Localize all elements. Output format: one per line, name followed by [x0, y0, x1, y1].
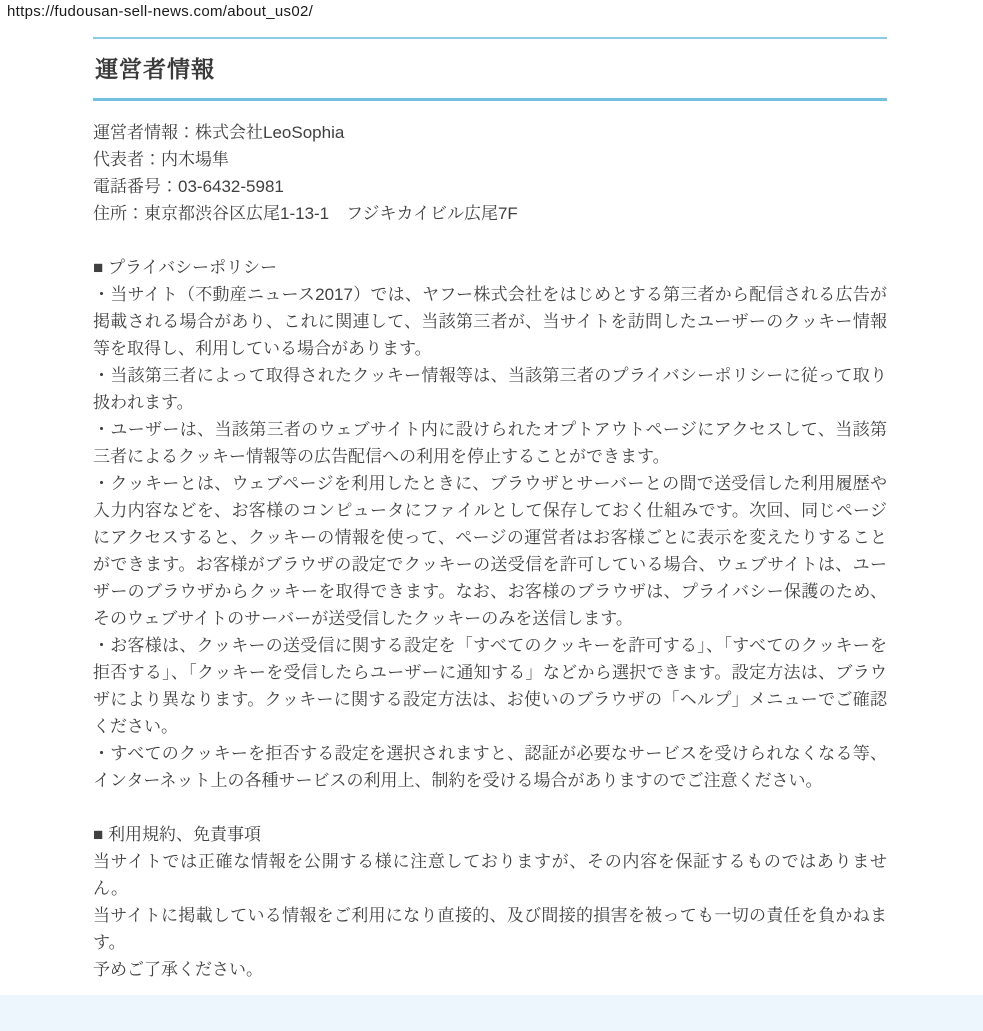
- privacy-policy-item: ・当サイト（不動産ニュース2017）では、ヤフー株式会社をはじめとする第三者から配信される広告が掲載される場合があり、これに関連して、当該第三者が、当サイトを訪問したユーザーのクッキー情報等を取得し、利用している場合があります。: [93, 285, 887, 358]
- privacy-policy-item: ・当該第三者によって取得されたクッキー情報等は、当該第三者のプライバシーポリシーに従って取り扱われます。: [93, 366, 887, 412]
- operator-info-line: 運営者情報：株式会社LeoSophia: [93, 123, 345, 142]
- operator-info-section: [93, 119, 887, 227]
- terms-line: 予めご了承ください。: [93, 960, 263, 979]
- privacy-policy-section: [93, 254, 887, 794]
- operator-info-line: 住所：東京都渋谷区広尾1-13-1 フジキカイビル広尾7F: [93, 204, 518, 223]
- section-spacer: [93, 227, 887, 254]
- terms-line: 当サイトに掲載している情報をご利用になり直接的、及び間接的損害を被っても一切の責任を負かねます。: [93, 906, 887, 952]
- privacy-policy-item: ・お客様は、クッキーの送受信に関する設定を「すべてのクッキーを許可する」、「すべてのクッキーを拒否する」、「クッキーを受信したらユーザーに通知する」などから選択できます。設定方法は、ブラウザにより異なります。クッキーに関する設定方法は、お使いのブラウザの「ヘルプ」メニューでご確認ください。: [93, 636, 887, 736]
- footer-band: [0, 995, 983, 1031]
- privacy-policy-item: ・ユーザーは、当該第三者のウェブサイト内に設けられたオプトアウトページにアクセスして、当該第三者によるクッキー情報等の広告配信への利用を停止することができます。: [93, 420, 887, 466]
- page-body: [93, 119, 887, 983]
- title-underline-rule: [93, 98, 887, 101]
- main-content: [93, 37, 887, 983]
- page-title: 運営者情報: [95, 56, 215, 82]
- section-spacer: [93, 794, 887, 821]
- page-url: https://fudousan-sell-news.com/about_us02/: [7, 3, 314, 20]
- operator-info-line: 代表者：内木場隼: [93, 150, 229, 169]
- terms-heading: ■ 利用規約、免責事項: [93, 825, 261, 844]
- privacy-policy-item: ・すべてのクッキーを拒否する設定を選択されますと、認証が必要なサービスを受けられなくなる等、インターネット上の各種サービスの利用上、制約を受ける場合がありますのでご注意ください。: [93, 744, 887, 790]
- operator-info-line: 電話番号：03-6432-5981: [93, 177, 284, 196]
- privacy-policy-item: ・クッキーとは、ウェブページを利用したときに、ブラウザとサーバーとの間で送受信した利用履歴や入力内容などを、お客様のコンピュータにファイルとして保存しておく仕組みです。次回、同じページにアクセスすると、クッキーの情報を使って、ページの運営者はお客様ごとに表示を変えたりすることができます。お客様がブラウザの設定でクッキーの送受信を許可している場合、ウェブサイトは、ユーザーのブラウザからクッキーを取得できます。なお、お客様のブラウザは、プライバシー保護のため、そのウェブサイトのサーバーが送受信したクッキーのみを送信します。: [93, 474, 887, 628]
- terms-section: [93, 821, 887, 983]
- terms-line: 当サイトでは正確な情報を公開する様に注意しておりますが、その内容を保証するものではありません。: [93, 852, 887, 898]
- privacy-policy-heading: ■ プライバシーポリシー: [93, 258, 278, 277]
